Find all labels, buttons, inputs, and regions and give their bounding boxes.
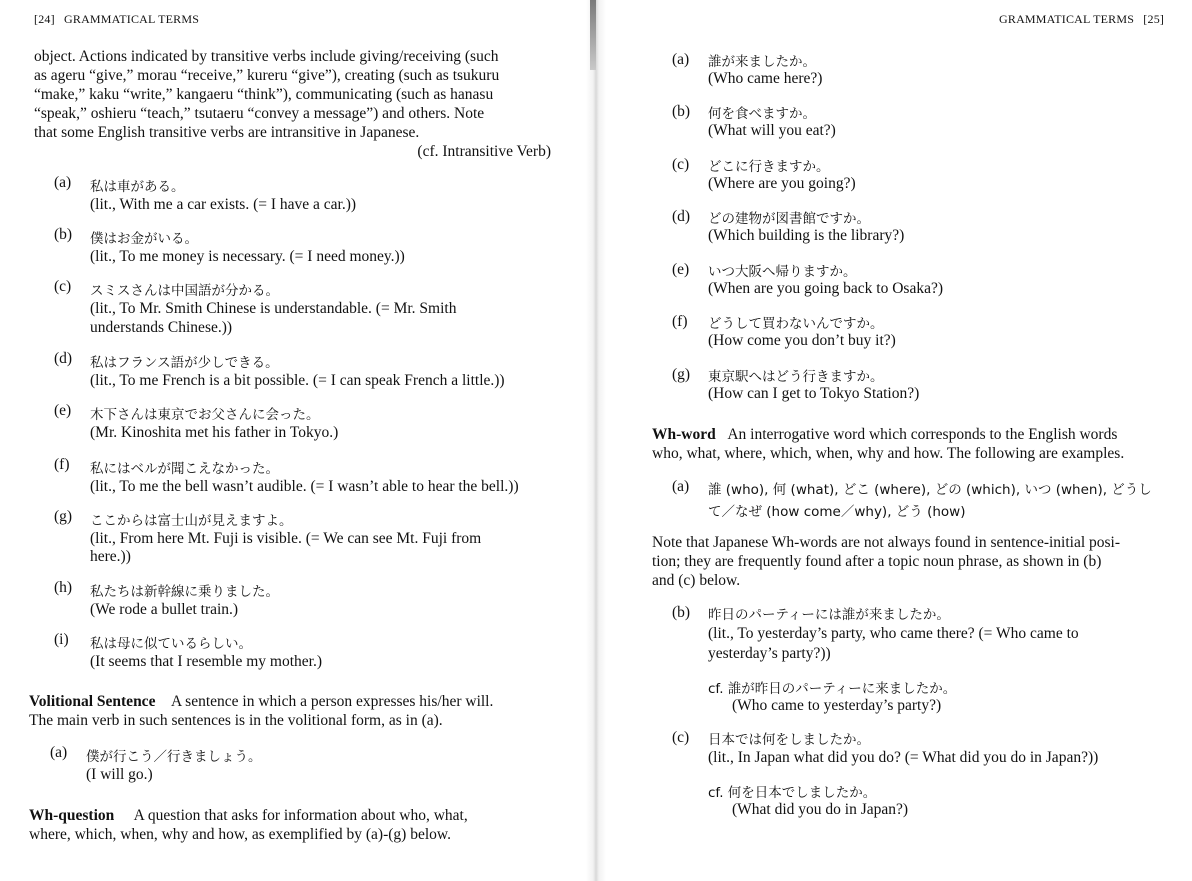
example-jp: 私にはベルが聞こえなかった。 xyxy=(90,461,279,477)
binding-shadow xyxy=(590,0,596,70)
example-jp: 木下さんは東京でお父さんに会った。 xyxy=(90,407,320,423)
example-en: (Who came here?) xyxy=(708,70,823,87)
running-title: GRAMMATICAL TERMS xyxy=(64,12,200,26)
example-en: (lit., To me the bell wasn’t audible. (= I wasn’t able to hear the bell.)) xyxy=(90,478,519,495)
example-en: (lit., To Mr. Smith Chinese is understandable. (= Mr. Smith xyxy=(90,300,457,317)
example-jp: て／なぜ (how come／why), どう (how) xyxy=(708,504,966,520)
note-line: and (c) below. xyxy=(652,572,741,589)
example-label: (c) xyxy=(672,729,690,746)
example-label: (a) xyxy=(54,174,72,191)
example-jp: 私は母に似ているらしい。 xyxy=(90,636,252,652)
definition-text: The main verb in such sentences is in the volitional form, as in (a). xyxy=(29,712,443,729)
example-jp: 私たちは新幹線に乗りました。 xyxy=(90,584,279,600)
example-jp: ここからは富士山が見えますよ。 xyxy=(90,513,293,529)
cf-jp: cf. 何を日本でしましたか。 xyxy=(708,785,877,801)
example-jp: 誰が来ましたか。 xyxy=(708,54,816,70)
note-line: tion; they are frequently found after a topic noun phrase, as shown in (b) xyxy=(652,553,1102,570)
right-page xyxy=(604,0,1192,881)
example-label: (g) xyxy=(672,366,691,383)
example-en: (lit., To me money is necessary. (= I need money.)) xyxy=(90,248,405,265)
term-heading: Wh-question xyxy=(29,807,115,824)
intro-line: that some English transitive verbs are intransitive in Japanese. xyxy=(34,124,420,141)
cf-en: (What did you do in Japan?) xyxy=(732,801,909,818)
example-en: here.)) xyxy=(90,548,131,565)
example-en: understands Chinese.)) xyxy=(90,319,233,336)
intro-paragraph xyxy=(34,47,551,161)
example-en: (lit., To me French is a bit possible. (= I can speak French a little.)) xyxy=(90,372,505,389)
volitional-sentence-entry xyxy=(29,692,551,730)
example-jp: 私は車がある。 xyxy=(90,179,185,195)
example-label: (b) xyxy=(672,604,691,621)
example-en: (It seems that I resemble my mother.) xyxy=(90,653,323,670)
example-jp: 日本では何をしましたか。 xyxy=(708,732,870,748)
example-label: (a) xyxy=(672,478,690,495)
example-jp: 僕が行こう／行きましょう。 xyxy=(86,749,262,765)
term-heading: Wh-word xyxy=(652,426,716,443)
example-jp: 何を食べますか。 xyxy=(708,106,816,122)
term-heading: Volitional Sentence xyxy=(29,693,156,710)
example-jp: 東京駅へはどう行きますか。 xyxy=(708,369,884,385)
example-label: (f) xyxy=(54,456,70,473)
left-page xyxy=(0,0,590,881)
intro-line: “speak,” oshieru “teach,” tsutaeru “convey a message”) and others. Note xyxy=(34,105,485,122)
example-label: (e) xyxy=(54,402,72,419)
example-jp: どこに行きますか。 xyxy=(708,159,830,175)
note-line: Note that Japanese Wh-words are not always found in sentence-initial posi- xyxy=(652,534,1121,551)
example-label: (i) xyxy=(54,631,69,648)
example-en: (lit., With me a car exists. (= I have a car.)) xyxy=(90,196,357,213)
example-en: (Mr. Kinoshita met his father in Tokyo.) xyxy=(90,424,339,441)
example-label: (d) xyxy=(54,350,73,367)
cf-jp: cf. 誰が昨日のパーティーに来ましたか。 xyxy=(708,681,957,697)
definition-text: where, which, when, why and how, as exemplified by (a)-(g) below. xyxy=(29,826,451,843)
example-label: (b) xyxy=(54,226,73,243)
example-jp: 誰 (who), 何 (what), どこ (where), どの (which), いつ (when), どうし xyxy=(708,482,1152,498)
example-en: (I will go.) xyxy=(86,766,153,783)
right-page-header xyxy=(993,12,1164,27)
definition-text: A sentence in which a person expresses his/her will. xyxy=(170,693,494,710)
example-en: (lit., To yesterday’s party, who came there? (= Who came to xyxy=(708,625,1079,642)
example-en: (lit., In Japan what did you do? (= What did you do in Japan?)) xyxy=(708,749,1099,766)
definition-text: A question that asks for information about who, what, xyxy=(133,807,468,824)
crossref: (cf. Intransitive Verb) xyxy=(417,143,551,160)
example-label: (a) xyxy=(50,744,68,761)
example-en: (We rode a bullet train.) xyxy=(90,601,239,618)
note-paragraph xyxy=(652,533,1170,590)
example-jp: 僕はお金がいる。 xyxy=(90,231,198,247)
example-label: (d) xyxy=(672,208,691,225)
example-en: (What will you eat?) xyxy=(708,122,836,139)
example-label: (h) xyxy=(54,579,73,596)
example-label: (b) xyxy=(672,103,691,120)
page-number: [24] xyxy=(34,12,55,26)
left-page-header xyxy=(34,12,205,27)
example-jp: どうして買わないんですか。 xyxy=(708,316,884,332)
example-en: (When are you going back to Osaka?) xyxy=(708,280,943,297)
wh-question-entry xyxy=(29,806,551,844)
example-en: yesterday’s party?)) xyxy=(708,645,831,662)
intro-line: “make,” kaku “write,” kangaeru “think”), communicating (such as hanasu xyxy=(34,86,494,103)
example-en: (Which building is the library?) xyxy=(708,227,905,244)
running-title: GRAMMATICAL TERMS xyxy=(999,12,1135,26)
example-jp: どの建物が図書館ですか。 xyxy=(708,211,870,227)
example-label: (a) xyxy=(672,51,690,68)
intro-line: as ageru “give,” morau “receive,” kureru “give”), creating (such as tsukuru xyxy=(34,67,500,84)
page-number: [25] xyxy=(1143,12,1165,26)
wh-word-entry xyxy=(652,425,1170,463)
example-jp: 昨日のパーティーには誰が来ましたか。 xyxy=(708,607,950,623)
example-label: (c) xyxy=(54,278,72,295)
example-label: (g) xyxy=(54,508,73,525)
example-label: (e) xyxy=(672,261,690,278)
intro-line: object. Actions indicated by transitive verbs include giving/receiving (such xyxy=(34,48,499,65)
example-label: (c) xyxy=(672,156,690,173)
example-jp: 私はフランス語が少しできる。 xyxy=(90,355,279,371)
example-jp: いつ大阪へ帰りますか。 xyxy=(708,264,857,280)
cf-en: (Who came to yesterday’s party?) xyxy=(732,697,942,714)
example-jp: スミスさんは中国語が分かる。 xyxy=(90,283,279,299)
example-en: (lit., From here Mt. Fuji is visible. (= We can see Mt. Fuji from xyxy=(90,530,482,547)
example-en: (Where are you going?) xyxy=(708,175,856,192)
example-label: (f) xyxy=(672,313,688,330)
example-en: (How can I get to Tokyo Station?) xyxy=(708,385,920,402)
example-en: (How come you don’t buy it?) xyxy=(708,332,896,349)
definition-text: who, what, where, which, when, why and how. The following are examples. xyxy=(652,445,1125,462)
definition-text: An interrogative word which corresponds to the English words xyxy=(727,426,1118,443)
